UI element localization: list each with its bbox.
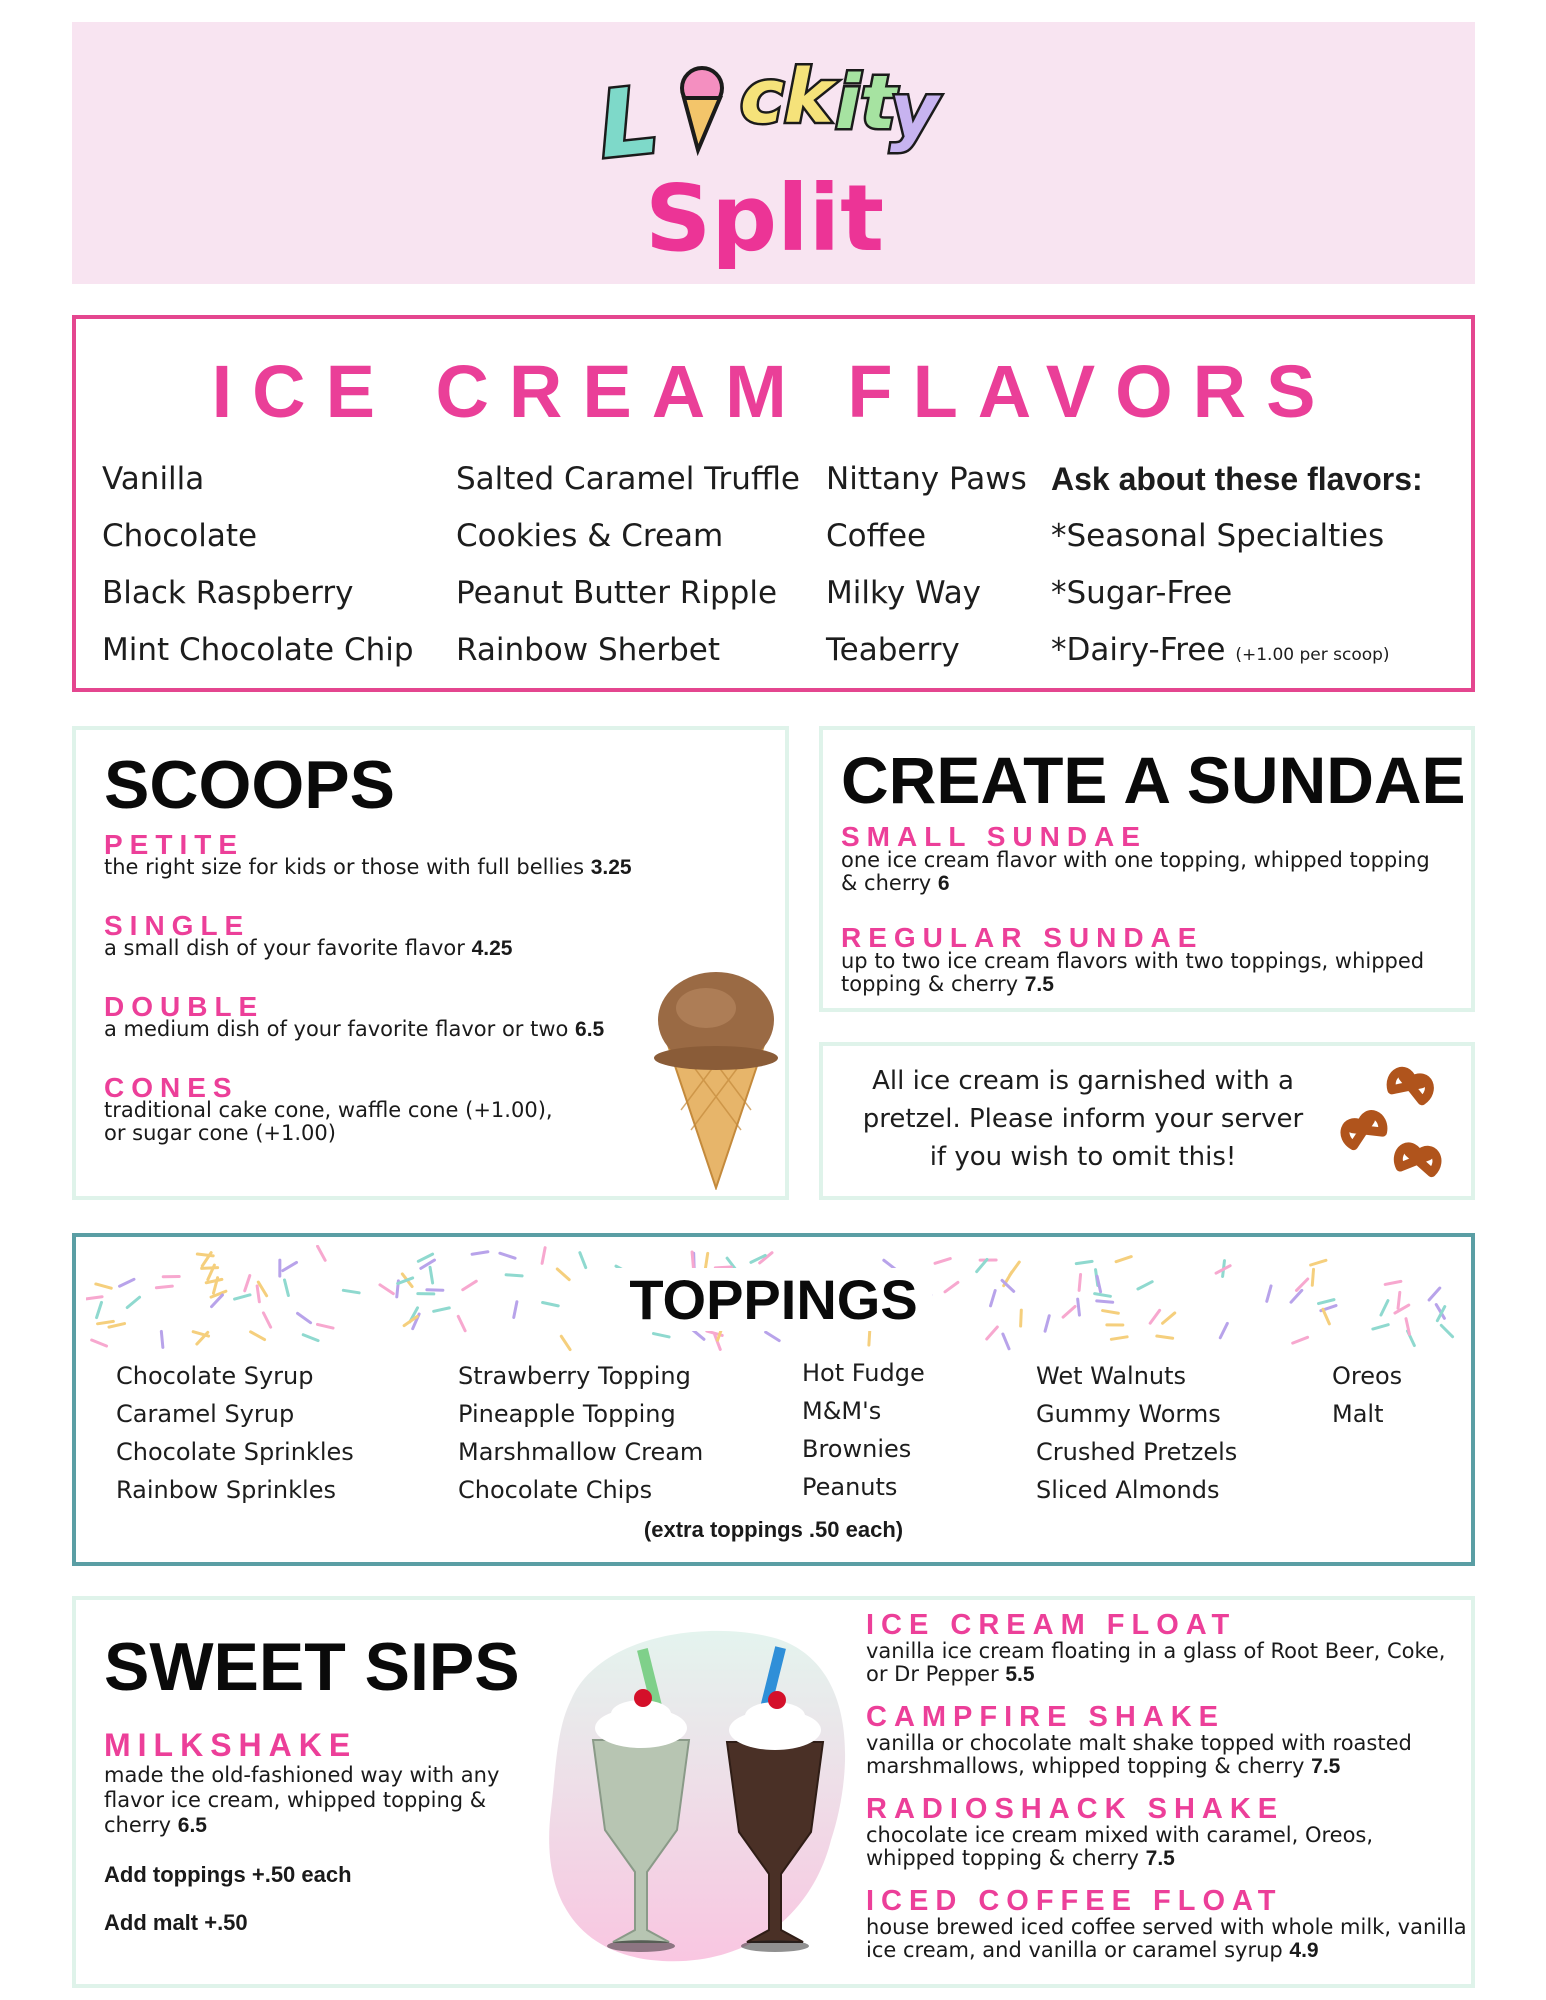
milkshake-name: MILKSHAKE [104,1727,358,1763]
flavor-column-ask [1051,451,1423,684]
sprinkle [92,1340,107,1346]
logo-letters-it: it [835,60,896,146]
sprinkle [1111,1337,1127,1340]
sprinkle [472,1252,488,1254]
sprinkle [692,1252,693,1268]
scoop-name: PETITE [104,829,245,860]
flavor-item: Rainbow Sherbet [456,632,721,668]
logo-cone-icon [682,68,722,150]
sip-price: 5.5 [1005,1663,1035,1686]
sprinkle [1157,1336,1173,1338]
sweet-sips-section [72,1596,1475,1988]
sprinkle [766,1332,780,1340]
flavor-item: Mint Chocolate Chip [102,632,414,668]
topping-item: Brownies [802,1435,912,1463]
sprinkle [303,1335,318,1341]
sprinkle [1116,1257,1131,1262]
topping-item: Wet Walnuts [1036,1362,1187,1390]
cones-desc-line2: or sugar cone (+1.00) [104,1121,336,1145]
sip-desc-line2 [866,1939,1476,1962]
scoops-title: SCOOPS [104,747,395,823]
scoops-section [72,726,789,1200]
sip-price: 7.5 [1311,1755,1341,1778]
add-malt-note: Add malt +.50 [104,1910,248,1935]
toppings-title-text: TOPPINGS [615,1268,931,1331]
sprinkle [542,1248,545,1264]
toppings-column-3 [802,1354,925,1506]
sip-desc-line2 [866,1847,1476,1870]
sip-desc-text: ice cream, and vanilla or caramel syrup [866,1938,1283,1962]
scoop-desc [104,1018,604,1041]
milkshake-desc-line [104,1813,499,1838]
topping-item: Malt [1332,1400,1384,1428]
dairy-free-note: (+1.00 per scoop) [1235,645,1390,665]
sprinkle [1293,1337,1308,1343]
topping-item: Peanuts [802,1473,898,1501]
milkshake-desc [104,1763,499,1838]
topping-item: Crushed Pretzels [1036,1438,1238,1466]
flavor-item: Chocolate [102,518,258,554]
flavor-item: Coffee [826,518,927,554]
add-toppings-note: Add toppings +.50 each [104,1862,352,1887]
toppings-column-1 [116,1357,354,1509]
sprinkle [1003,1334,1009,1349]
topping-item: Rainbow Sprinkles [116,1476,336,1504]
ask-item: *Sugar-Free [1051,575,1233,611]
flavor-item: Salted Caramel Truffle [456,461,800,497]
scoop-desc-text: a medium dish of your favorite flavor or two [104,1017,569,1041]
pretzel-note-line: pretzel. Please inform your server [862,1104,1304,1134]
milkshake-desc-text: cherry [104,1813,172,1837]
scoop-price: 6.5 [575,1018,605,1041]
topping-item: Strawberry Topping [458,1362,691,1390]
ask-item: *Seasonal Specialties [1051,518,1385,554]
sprinkle [580,1253,586,1268]
topping-item: Chocolate Chips [458,1476,653,1504]
cones-desc-line1: traditional cake cone, waffle cone (+1.00), [104,1098,553,1122]
topping-item: Sliced Almonds [1036,1476,1220,1504]
sundae-name: REGULAR SUNDAE [841,922,1204,953]
sip-name: CAMPFIRE SHAKE [866,1701,1226,1733]
topping-item: Chocolate Syrup [116,1362,314,1390]
sundae-price: 7.5 [1024,973,1054,996]
sip-desc-line1: vanilla ice cream floating in a glass of Root Beer, Coke, [866,1639,1446,1663]
sips-items-list [866,1610,1476,1962]
sundae-price: 6 [937,872,950,895]
sip-name: ICED COFFEE FLOAT [866,1885,1283,1917]
sip-desc-line1: house brewed iced coffee served with whole milk, vanilla [866,1915,1467,1939]
flavor-item: Nittany Paws [826,461,1027,497]
sip-name: ICE CREAM FLOAT [866,1609,1237,1641]
sip-desc-text: marshmallows, whipped topping & cherry [866,1754,1305,1778]
sip-desc-line2 [866,1663,1476,1686]
flavor-column-1 [102,451,414,679]
topping-item: Hot Fudge [802,1359,925,1387]
flavor-column-3 [826,451,1027,679]
sip-desc-text: whipped topping & cherry [866,1846,1139,1870]
pretzel-note-line: if you wish to omit this! [929,1142,1237,1172]
lickity-split-logo [590,40,970,270]
sprinkle [251,1332,265,1340]
sip-price: 7.5 [1145,1847,1175,1870]
toppings-column-5 [1332,1357,1402,1433]
sip-price: 4.9 [1289,1939,1319,1962]
scoop-desc-text: a small dish of your favorite flavor [104,936,465,960]
topping-item: Oreos [1332,1362,1403,1390]
flavor-item: Black Raspberry [102,575,354,611]
pretzel-note-text [843,1062,1323,1176]
sprinkle [318,1246,326,1260]
pretzel-note-line: All ice cream is garnished with a [872,1066,1294,1096]
topping-item: Pineapple Topping [458,1400,676,1428]
sips-title: SWEET SIPS [104,1629,520,1705]
sip-desc-line2 [866,1755,1476,1778]
topping-item: Gummy Worms [1036,1400,1221,1428]
toppings-section [72,1233,1475,1566]
sundae-desc-text: & cherry [841,871,932,895]
sprinkle [500,1253,515,1258]
toppings-column-4 [1036,1357,1237,1509]
sip-name: RADIOSHACK SHAKE [866,1793,1285,1825]
toppings-title [76,1267,1471,1332]
logo-word-split: Split [645,165,885,270]
logo-letter-y: y [890,68,939,154]
topping-item: M&M's [802,1397,882,1425]
sprinkle [418,1254,432,1261]
scoop-desc [104,856,632,879]
topping-item: Marshmallow Cream [458,1438,704,1466]
scoop-name: SINGLE [104,910,251,941]
sundae-title: CREATE A SUNDAE [841,743,1466,817]
flavor-item: Peanut Butter Ripple [456,575,778,611]
scoop-desc [104,937,512,960]
scoop-name: DOUBLE [104,991,265,1022]
flavor-item: Vanilla [102,461,205,497]
milkshake-desc-line: flavor ice cream, whipped topping & [104,1788,487,1812]
pretzel-icon [1333,1058,1463,1188]
milkshake-desc-line: made the old-fashioned way with any [104,1763,500,1787]
ask-item-dairy-free [1051,622,1423,684]
logo-letters-ck: ck [740,54,834,140]
sprinkle [1311,1260,1326,1265]
sundae-desc-line1: up to two ice cream flavors with two toppings, whipped [841,949,1425,973]
sip-desc-text: or Dr Pepper [866,1662,999,1686]
sundae-desc-line1: one ice cream flavor with one topping, whipped topping [841,848,1430,872]
milkshake-glasses-icon [531,1610,891,1980]
scoop-desc-text: the right size for kids or those with full bellies [104,855,585,879]
topping-item: Caramel Syrup [116,1400,295,1428]
flavors-title: ICE CREAM FLAVORS [211,350,1336,433]
ask-item-label: *Dairy-Free [1051,632,1226,668]
scoop-price: 4.25 [471,937,513,960]
topping-item: Chocolate Sprinkles [116,1438,354,1466]
flavor-column-2 [456,451,800,679]
scoop-price: 3.25 [590,856,632,879]
flavors-section [72,315,1475,692]
sprinkle [653,1334,669,1337]
toppings-note: (extra toppings .50 each) [643,1517,904,1542]
cones-name: CONES [104,1072,239,1103]
sprinkle [161,1331,163,1347]
sprinkle [935,1259,950,1264]
flavor-item: Milky Way [826,575,982,611]
pretzel-note-box [819,1042,1475,1200]
sundae-desc-line2 [841,872,950,895]
flavor-item: Teaberry [826,632,960,668]
flavor-item: Cookies & Cream [456,518,724,554]
logo-letter-L: L [593,66,664,179]
sip-desc-line1: vanilla or chocolate malt shake topped with roasted [866,1731,1412,1755]
milkshake-price: 6.5 [177,1814,207,1837]
sprinkle [561,1336,570,1349]
sip-desc-line1: chocolate ice cream mixed with caramel, Oreos, [866,1823,1374,1847]
sprinkle [1076,1261,1092,1263]
sundae-desc-text: topping & cherry [841,972,1019,996]
sundae-name: SMALL SUNDAE [841,821,1147,852]
ask-heading: Ask about these flavors: [1051,461,1423,497]
sundae-section [819,726,1475,1012]
toppings-column-2 [458,1357,703,1509]
ice-cream-cone-icon [646,950,786,1190]
sundae-desc-line2 [841,973,1054,996]
